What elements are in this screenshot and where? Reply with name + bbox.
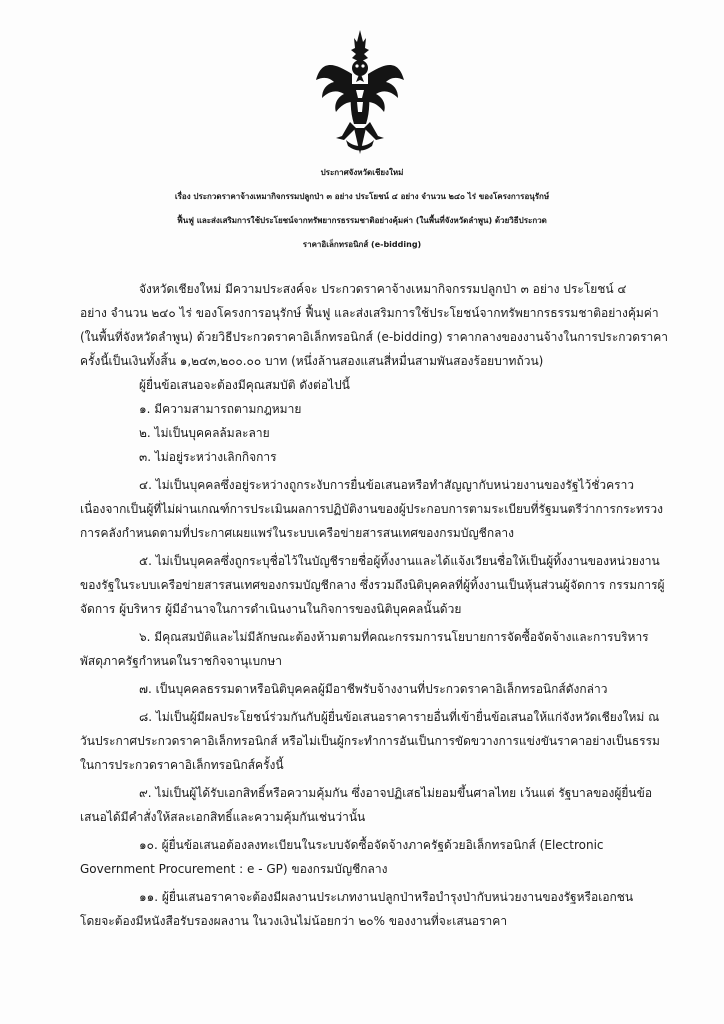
item-4-line-2: เนื่องจากเป็นผู้ที่ไม่ผ่านเกณฑ์การประเมินผลการปฏิบัติงานของผู้ประกอบการตามระเบียบที่รัฐมนตรีว่าการกระทรวง [80,502,663,516]
item-10-line-1: ๑๐. ผู้ยื่นข้อเสนอต้องลงทะเบียนในระบบจัดซื้อจัดจ้างภาครัฐด้วยอิเล็กทรอนิกส์ (Electronic [139,838,604,852]
item-11-line-2: โดยจะต้องมีหนังสือรับรองผลงาน ในวงเงินไม่น้อยกว่า ๒๐% ของงานที่จะเสนอราคา [80,914,508,928]
item-6-line-2: พัสดุภาครัฐกำหนดในราชกิจจานุเบกษา [80,654,282,668]
item-4-line-1: ๔. ไม่เป็นบุคคลซึ่งอยู่ระหว่างถูกระงับการยื่นข้อเสนอหรือทำสัญญากับหน่วยงานของรัฐไว้ชั่วคราว [139,478,635,492]
item-5-line-3: จัดการ ผู้บริหาร ผู้มีอำนาจในการดำเนินงานในกิจการของนิติบุคคลนั้นด้วย [80,602,462,616]
intro-line-2: อย่าง จำนวน ๒๔๐ ไร่ ของโครงการอนุรักษ์ ฟื้นฟู และส่งเสริมการใช้ประโยชน์จากทรัพยากรธรรมชาติอย่างคุ้มค่า [80,306,659,320]
intro-line-3: (ในพื้นที่จังหวัดลำพูน) ด้วยวิธีประกวดราคาอิเล็กทรอนิกส์ (e-bidding) ราคากลางของงานจ้างในการประกวดราคา [80,330,669,344]
intro-line-1: จังหวัดเชียงใหม่ มีความประสงค์จะ ประกวดราคาจ้างเหมากิจกรรมปลูกป่า ๓ อย่าง ประโยชน์ ๔ [139,282,627,296]
qualification-heading: ผู้ยื่นข้อเสนอจะต้องมีคุณสมบัติ ดังต่อไปนี้ [139,378,350,392]
subject-line-3: ราคาอิเล็กทรอนิกส์ (e-bidding) [302,240,422,249]
item-9-line-1: ๙. ไม่เป็นผู้ได้รับเอกสิทธิ์หรือความคุ้มกัน ซึ่งอาจปฏิเสธไม่ยอมขึ้นศาลไทย เว้นแต่ รัฐบาลของผู้ยื่นข้อ [139,786,653,800]
item-10-line-2: Government Procurement : e - GP) ของกรมบัญชีกลาง [80,862,388,876]
item-5-line-1: ๕. ไม่เป็นบุคคลซึ่งถูกระบุชื่อไว้ในบัญชีรายชื่อผู้ทิ้งงานและได้แจ้งเวียนชื่อให้เป็นผู้ทิ้งงานของหน่วยงาน [139,554,660,568]
item-8-line-3: ในการประกวดราคาอิเล็กทรอนิกส์ครั้งนี้ [80,758,284,772]
item-4-line-3: การคลังกำหนดตามที่ประกาศเผยแพร่ในระบบเครือข่ายสารสนเทศของกรมบัญชีกลาง [80,526,515,540]
subject-line-1: เรื่อง ประกวดราคาจ้างเหมากิจกรรมปลูกป่า ๓ อย่าง ประโยชน์ ๔ อย่าง จำนวน ๒๔๐ ไร่ ของโครงการอนุรักษ์ [174,192,550,201]
item-3: ๓. ไม่อยู่ระหว่างเลิกกิจการ [139,450,277,464]
subject-line-2: ฟื้นฟู และส่งเสริมการใช้ประโยชน์จากทรัพยากรธรรมชาติอย่างคุ้มค่า (ในพื้นที่จังหวัดลำพูน) ด้วยวิธีประกวด [177,216,547,225]
item-5-line-2: ของรัฐในระบบเครือข่ายสารสนเทศของกรมบัญชีกลาง ซึ่งรวมถึงนิติบุคคลที่ผู้ทิ้งงานเป็นหุ้นส่วนผู้จัดการ กรรมการผู้ [80,578,665,592]
item-7: ๗. เป็นบุคคลธรรมดาหรือนิติบุคคลผู้มีอาชีพรับจ้างงานที่ประกวดราคาอิเล็กทรอนิกส์ดังกล่าว [139,682,608,696]
item-1: ๑. มีความสามารถตามกฎหมาย [139,402,302,416]
item-2: ๒. ไม่เป็นบุคคลล้มละลาย [139,426,270,440]
item-8-line-1: ๘. ไม่เป็นผู้มีผลประโยชน์ร่วมกันกับผู้ยื่นข้อเสนอราคารายอื่นที่เข้ายื่นข้อเสนอให้แก่จังหวัดเชียงใหม่ ณ [139,710,660,724]
item-6-line-1: ๖. มีคุณสมบัติและไม่มีลักษณะต้องห้ามตามที่คณะกรรมการนโยบายการจัดซื้อจัดจ้างและการบริหาร [139,630,649,644]
intro-line-4: ครั้งนี้เป็นเงินทั้งสิ้น ๑,๒๔๓,๒๐๐.๐๐ บาท (หนึ่งล้านสองแสนสี่หมื่นสามพันสองร้อยบาทถ้วน) [80,354,544,368]
item-11-line-1: ๑๑. ผู้ยื่นเสนอราคาจะต้องมีผลงานประเภทงานปลูกป่าหรือบำรุงป่ากับหน่วยงานของรัฐหรือเอกชน [139,890,634,904]
garuda-emblem-icon [314,28,406,156]
item-8-line-2: วันประกาศประกวดราคาอิเล็กทรอนิกส์ หรือไม่เป็นผู้กระทำการอันเป็นการขัดขวางการแข่งขันราคาอย่างเป็นธรรม [80,734,660,748]
item-9-line-2: เสนอได้มีคำสั่งให้สละเอกสิทธิ์และความคุ้มกันเช่นว่านั้น [80,810,366,824]
issuer-title: ประกาศจังหวัดเชียงใหม่ [320,168,404,177]
